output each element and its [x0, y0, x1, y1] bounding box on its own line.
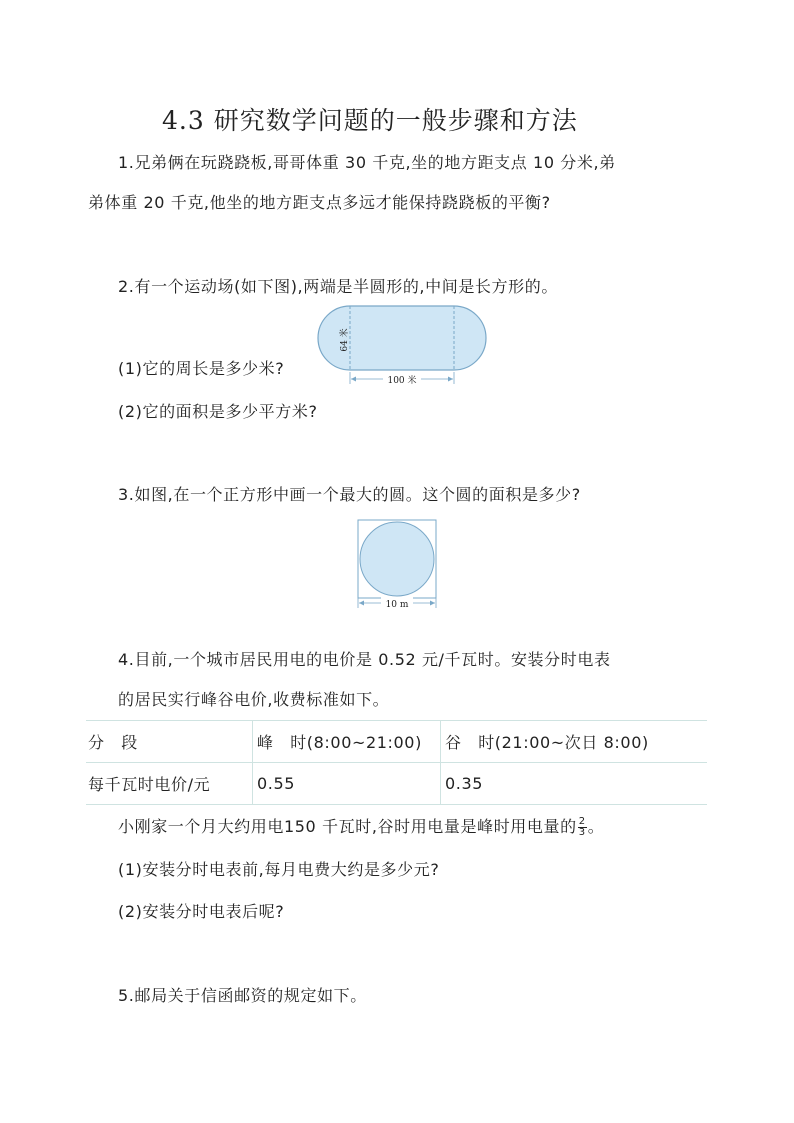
- table-cell: 0.55: [253, 763, 441, 805]
- width-label: 64 米: [340, 328, 350, 352]
- fraction: [578, 817, 587, 838]
- side-label: 10 m: [385, 600, 409, 610]
- table-cell: 0.35: [441, 763, 708, 805]
- question-2-sub-1: (1)它的周长是多少米?: [118, 359, 285, 378]
- question-4-sub-1: (1)安装分时电表前,每月电费大约是多少元?: [118, 860, 440, 879]
- note-end: 。: [587, 817, 605, 836]
- fraction-numerator: 2: [578, 816, 586, 827]
- length-label: 100 米: [387, 376, 417, 386]
- question-1-line-1: 1.兄弟俩在玩跷跷板,哥哥体重 30 千克,坐的地方距支点 10 分米,弟: [118, 153, 616, 172]
- table-header-row: [86, 721, 707, 763]
- question-4-line-1: 4.目前,一个城市居民用电的电价是 0.52 元/千瓦时。安装分时电表: [118, 650, 611, 669]
- question-4-note: [118, 814, 604, 838]
- table-cell: 每千瓦时电价/元: [86, 763, 253, 805]
- note-text: 小刚家一个月大约用电150 千瓦时,谷时用电量是峰时用电量的: [118, 817, 577, 836]
- table-header-cell: 分 段: [86, 721, 253, 763]
- circle-shape: [360, 522, 434, 596]
- question-1-line-2: 弟体重 20 千克,他坐的地方距支点多远才能保持跷跷板的平衡?: [88, 193, 551, 212]
- question-2-sub-2: (2)它的面积是多少平方米?: [118, 402, 318, 421]
- table-header-cell: 峰 时(8:00~21:00): [253, 721, 441, 763]
- stadium-figure: [315, 302, 490, 390]
- fraction-denominator: 3: [578, 827, 586, 838]
- table-row: [86, 763, 707, 805]
- question-5-stem: 5.邮局关于信函邮资的规定如下。: [118, 986, 367, 1005]
- electricity-price-table: [86, 720, 707, 805]
- question-2-stem: 2.有一个运动场(如下图),两端是半圆形的,中间是长方形的。: [118, 277, 558, 296]
- question-3-stem: 3.如图,在一个正方形中画一个最大的圆。这个圆的面积是多少?: [118, 485, 581, 504]
- question-4-sub-2: (2)安装分时电表后呢?: [118, 902, 285, 921]
- question-4-line-2: 的居民实行峰谷电价,收费标准如下。: [118, 690, 390, 709]
- page-title: 4.3 研究数学问题的一般步骤和方法: [162, 106, 578, 135]
- table-header-cell: 谷 时(21:00~次日 8:00): [441, 721, 708, 763]
- circle-in-square-figure: [355, 518, 440, 612]
